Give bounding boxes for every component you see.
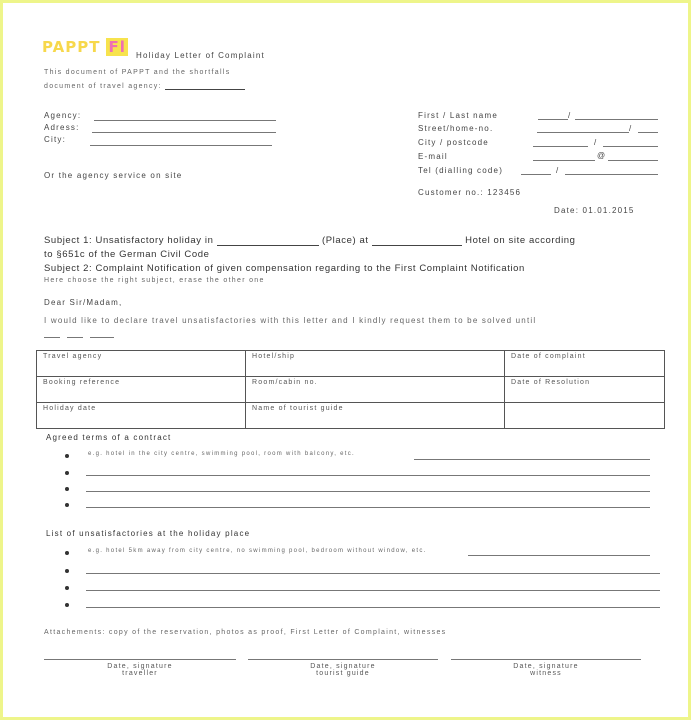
letter-date: Date: 01.01.2015 <box>554 206 635 215</box>
table-cell[interactable]: Holiday date <box>37 403 246 429</box>
last-name-field[interactable] <box>575 119 658 120</box>
table-cell[interactable]: Travel agency <box>37 351 246 377</box>
city-right-field[interactable] <box>533 146 588 147</box>
terms-line-4[interactable] <box>86 507 650 508</box>
bullet-icon <box>65 454 69 458</box>
until-day-field[interactable] <box>44 337 60 338</box>
terms-line-3[interactable] <box>86 491 650 492</box>
intro-text: I would like to declare travel unsatisfactories with this letter and I kindly request them to be solved until <box>44 316 537 325</box>
salutation: Dear Sir/Madam, <box>44 298 123 307</box>
logo-part1: PAPPT <box>42 38 101 56</box>
table-cell[interactable]: Date of Resolution <box>505 377 665 403</box>
signature-line-witness[interactable] <box>451 659 641 660</box>
bullet-icon <box>65 551 69 555</box>
bullet-icon <box>65 569 69 573</box>
bullet-icon <box>65 586 69 590</box>
logo <box>42 38 128 56</box>
unsat-heading: List of unsatisfactories at the holiday place <box>46 529 251 538</box>
subject2: Subject 2: Complaint Notification of given compensation regarding to the First Complaint Notification <box>44 263 525 274</box>
signature-caption-witness: Date, signature witness <box>513 663 579 677</box>
unsat-line-2[interactable] <box>86 573 660 574</box>
subject1-line2: to §651c of the German Civil Code <box>44 249 210 260</box>
postcode-field[interactable] <box>603 146 658 147</box>
email-at: @ <box>597 151 607 160</box>
first-name-field[interactable] <box>538 119 568 120</box>
table-cell[interactable]: Name of tourist guide <box>246 403 505 429</box>
city-field[interactable] <box>90 145 272 146</box>
agency-label: Agency: <box>44 111 82 120</box>
bullet-icon <box>65 471 69 475</box>
terms-heading: Agreed terms of a contract <box>46 433 172 442</box>
table-row <box>37 403 665 429</box>
unsat-line-1[interactable] <box>468 555 650 556</box>
tel-label: Tel (dialling code) <box>418 166 504 175</box>
document-title: Holiday Letter of Complaint <box>136 51 265 60</box>
unsat-line-3[interactable] <box>86 590 660 591</box>
street-label: Street/home-no. <box>418 124 494 133</box>
tel-slash: / <box>556 166 560 175</box>
adress-field[interactable] <box>92 132 276 133</box>
table-row <box>37 351 665 377</box>
bullet-icon <box>65 487 69 491</box>
until-year-field[interactable] <box>90 337 114 338</box>
signature-line-traveller[interactable] <box>44 659 236 660</box>
name-label: First / Last name <box>418 111 498 120</box>
email-label: E-mail <box>418 152 448 161</box>
bullet-icon <box>65 503 69 507</box>
choose-note: Here choose the right subject, erase the other one <box>44 277 265 284</box>
terms-example: e.g. hotel in the city centre, swimming pool, room with balcony, etc. <box>88 451 356 457</box>
bullet-icon <box>65 603 69 607</box>
tel-number-field[interactable] <box>565 174 658 175</box>
signature-caption-guide: Date, signature tourist guide <box>310 663 376 677</box>
city-slash: / <box>594 138 598 147</box>
street-slash: / <box>629 124 633 133</box>
table-cell[interactable]: Booking reference <box>37 377 246 403</box>
agency-service-text: Or the agency service on site <box>44 171 183 180</box>
logo-part2: Fl <box>108 38 126 56</box>
doc-note-line2: document of travel agency: <box>44 80 245 90</box>
terms-line-1[interactable] <box>414 459 650 460</box>
street-field[interactable] <box>537 132 629 133</box>
city-postcode-label: City / postcode <box>418 138 489 147</box>
unsat-line-4[interactable] <box>86 607 660 608</box>
home-no-field[interactable] <box>638 132 658 133</box>
signature-caption-traveller: Date, signature traveller <box>107 663 173 677</box>
unsat-example: e.g. hotel 5km away from city centre, no swimming pool, bedroom without window, etc. <box>88 548 427 554</box>
doc-note-line1: This document of PAPPT and the shortfalls <box>44 69 231 76</box>
until-month-field[interactable] <box>67 337 83 338</box>
agency-field[interactable] <box>94 120 276 121</box>
name-slash: / <box>568 111 572 120</box>
table-cell[interactable] <box>505 403 665 429</box>
city-label: City: <box>44 135 66 144</box>
customer-number: Customer no.: 123456 <box>418 188 522 197</box>
attachments-note: Attachements: copy of the reservation, photos as proof, First Letter of Complaint, witnesses <box>44 629 447 636</box>
signature-line-guide[interactable] <box>248 659 438 660</box>
table-cell[interactable]: Date of complaint <box>505 351 665 377</box>
adress-label: Adress: <box>44 123 80 132</box>
subject1-line1: Subject 1: Unsatisfactory holiday in (Place) at Hotel on site according <box>44 235 576 246</box>
table-cell[interactable]: Hotel/ship <box>246 351 505 377</box>
table-cell[interactable]: Room/cabin no. <box>246 377 505 403</box>
dialling-code-field[interactable] <box>521 174 551 175</box>
email-domain-field[interactable] <box>608 160 658 161</box>
table-row <box>37 377 665 403</box>
info-table <box>36 350 665 429</box>
email-user-field[interactable] <box>533 160 595 161</box>
terms-line-2[interactable] <box>86 475 650 476</box>
